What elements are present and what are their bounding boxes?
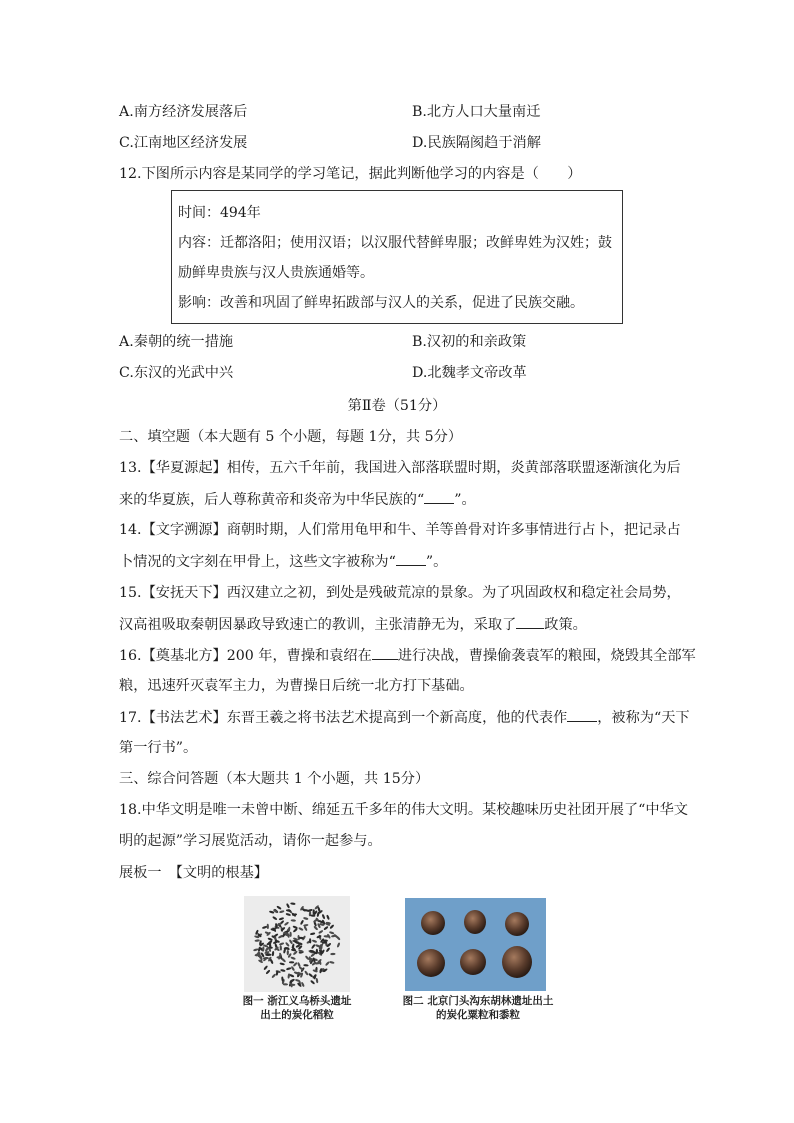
q15-blank[interactable] [516,614,544,629]
q13-text-a: 来的华夏族，后人尊称黄帝和炎帝为中华民族的“ [119,492,425,508]
q14-line2 [119,551,447,572]
q17-text-a: 17.【书法艺术】东晋王羲之将书法艺术提高到一个新高度，他的代表作 [119,710,568,726]
q12-option-d: D.北魏孝文帝改革 [412,365,527,381]
q12-option-c: C.东汉的光武中兴 [119,365,234,381]
q13-blank[interactable] [424,489,454,504]
section3-title: 三、综合问答题（本大题共 1 个小题，共 15分） [119,771,430,787]
q18-line2: 明的起源”学习展览活动，请你一起参与。 [119,833,382,849]
note-time: 时间：494年 [178,205,261,221]
study-note-box [171,190,623,324]
q14-line1: 14.【文字溯源】商朝时期，人们常用龟甲和牛、羊等兽骨对许多事情进行占卜，把记录占 [119,522,681,538]
q14-text-b: ”。 [425,554,448,570]
q17-line2: 第一行书”。 [119,740,198,756]
q17-text-b: ，被称为“天下 [597,710,690,726]
q16-line2: 粮，迅速歼灭袁军主力，为曹操日后统一北方打下基础。 [119,678,474,694]
figure1-rice-grains-image [244,896,350,992]
q12-option-a: A.秦朝的统一措施 [119,334,234,350]
figure2-millet-grains-image [405,898,546,991]
q12-option-b: B.汉初的和亲政策 [412,334,527,350]
q16-text-a: 16.【奠基北方】200 年，曹操和袁绍在 [119,648,372,664]
q12-stem: 12.下图所示内容是某同学的学习笔记，据此判断他学习的内容是（ ） [119,166,582,182]
q11-option-a: A.南方经济发展落后 [119,104,248,120]
section2-title: 二、填空题（本大题有 5 个小题，每题 1分，共 5分） [119,429,463,445]
q16-text-b: 进行决战，曹操偷袭袁军的粮囤，烧毁其全部军 [397,648,696,664]
millet-grains-illustration [405,898,546,991]
figure1-caption-line2: 出土的炭化稻粒 [260,1009,334,1021]
q16-blank[interactable] [372,645,398,660]
figure2-caption-line1: 图二 北京门头沟东胡林遗址出土 [402,995,554,1007]
figure1-caption-line1: 图一 浙江义乌桥头遗址 [242,995,352,1007]
q13-text-b: ”。 [454,492,476,508]
q14-blank[interactable] [396,551,426,566]
note-content-line1: 内容：迁都洛阳；使用汉语；以汉服代替鲜卑服；改鲜卑姓为汉姓；鼓 [178,235,612,251]
q15-text-a: 汉高祖吸取秦朝因暴政导致速亡的教训，主张清静无为，采取了 [119,617,517,633]
q14-text-a: 卜情况的文字刻在甲骨上，这些文字被称为“ [119,554,396,570]
q15-line1: 15.【安抚天下】西汉建立之初，到处是残破荒凉的景象。为了巩固政权和稳定社会局势， [119,585,681,601]
part2-title: 第Ⅱ卷（51分） [347,398,447,414]
q17-blank[interactable] [567,707,597,722]
q11-option-c: C.江南地区经济发展 [119,135,248,151]
q11-option-b: B.北方人口大量南迁 [412,104,541,120]
q17-line1 [119,707,690,728]
figure2-caption-line2: 的炭化粟粒和黍粒 [436,1009,520,1021]
q18-line1: 18.中华文明是唯一未曾中断、绵延五千多年的伟大文明。某校趣味历史社团开展了“中华文 [119,802,688,818]
q11-option-d: D.民族隔阂趋于消解 [412,135,541,151]
q13-line2 [119,489,476,510]
panel1-title: 展板一 【文明的根基】 [119,865,268,881]
q13-line1: 13.【华夏源起】相传，五六千年前，我国进入部落联盟时期，炎黄部落联盟逐渐演化为后 [119,460,681,476]
rice-grains-illustration [244,896,350,992]
note-content-line2: 励鲜卑贵族与汉人贵族通婚等。 [178,265,374,281]
note-effect: 影响：改善和巩固了鲜卑拓跋部与汉人的关系，促进了民族交融。 [178,295,584,311]
q16-line1 [119,645,696,666]
q15-text-b: 政策。 [544,617,587,633]
q15-line2 [119,614,587,635]
